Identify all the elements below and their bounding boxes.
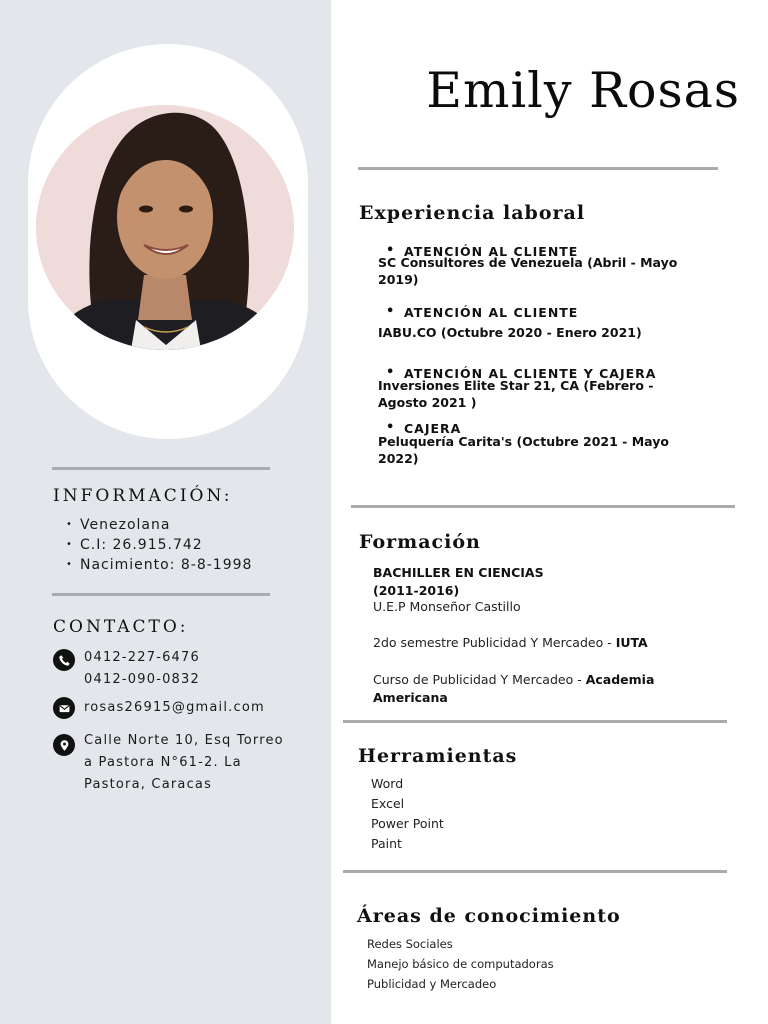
area-item: Publicidad y Mercadeo	[367, 977, 497, 991]
job-place	[378, 377, 678, 411]
address-line-1: Calle Norte 10, Esq Torreo	[84, 733, 284, 748]
areas-title: Áreas de conocimiento	[357, 905, 621, 927]
education-course	[373, 671, 703, 707]
address-line-2: a Pastora N°61-2. La	[84, 755, 242, 770]
job-role: • ATENCIÓN AL CLIENTE	[386, 244, 578, 259]
divider	[52, 593, 270, 596]
course-institution: Americana	[373, 690, 448, 705]
phone-number-1[interactable]: 0412-227-6476	[84, 650, 200, 665]
divider	[343, 720, 727, 723]
job-place	[378, 254, 678, 288]
job-place-line: Inversiones Elite Star 21, CA (Febrero -	[378, 378, 654, 393]
area-item: Redes Sociales	[367, 937, 453, 951]
location-pin-icon	[53, 734, 75, 756]
experience-title: Experiencia laboral	[359, 202, 586, 224]
education-semester	[373, 634, 703, 652]
course-institution: Academia	[585, 672, 655, 687]
semester-text: 2do semestre Publicidad Y Mercadeo -	[373, 635, 616, 650]
email-address[interactable]: rosas26915@gmail.com	[84, 700, 265, 715]
job-place	[378, 433, 678, 467]
tools-title: Herramientas	[358, 745, 518, 767]
job-place-line: SC Consultores de Venezuela (Abril - Mayo	[378, 255, 678, 270]
divider	[52, 467, 270, 470]
semester-institution: IUTA	[615, 635, 648, 650]
job-place-line: IABU.CO (Octubre 2020 - Enero 2021)	[378, 325, 642, 340]
area-item: Manejo básico de computadoras	[367, 957, 554, 971]
course-text: Curso de Publicidad Y Mercadeo -	[373, 672, 586, 687]
job-place-line: 2022)	[378, 451, 419, 466]
job-place-line: Agosto 2021 )	[378, 395, 477, 410]
education-years: (2011-2016)	[373, 583, 460, 598]
job-place-line: 2019)	[378, 272, 419, 287]
job-place-line: Peluquería Carita's (Octubre 2021 - Mayo	[378, 434, 669, 449]
education-degree: BACHILLER EN CIENCIAS	[373, 565, 544, 580]
info-id: • C.I: 26.915.742	[66, 535, 252, 555]
education-title: Formación	[359, 531, 481, 553]
tool-item: Paint	[371, 836, 402, 851]
profile-photo	[36, 105, 294, 350]
info-nationality: • Venezolana	[66, 515, 252, 535]
job-place	[378, 324, 678, 341]
job-role: • ATENCIÓN AL CLIENTE	[386, 305, 578, 320]
phone-number-2[interactable]: 0412-090-0832	[84, 672, 200, 687]
contact-heading: CONTACTO:	[53, 617, 189, 637]
divider	[351, 505, 735, 508]
info-list	[66, 515, 252, 575]
tool-item: Excel	[371, 796, 405, 811]
page-title: Emily Rosas	[426, 62, 740, 119]
address-line-3: Pastora, Caracas	[84, 777, 213, 792]
education-school: U.E.P Monseñor Castillo	[373, 599, 521, 614]
divider	[343, 870, 727, 873]
job-role: • CAJERA	[386, 421, 461, 436]
info-heading: INFORMACIÓN:	[53, 486, 233, 506]
divider	[358, 167, 718, 170]
tool-item: Power Point	[371, 816, 444, 831]
tool-item: Word	[371, 776, 404, 791]
job-role: • ATENCIÓN AL CLIENTE Y CAJERA	[386, 366, 656, 381]
info-birthdate: • Nacimiento: 8-8-1998	[66, 555, 252, 575]
email-icon	[53, 697, 75, 719]
phone-icon	[53, 649, 75, 671]
